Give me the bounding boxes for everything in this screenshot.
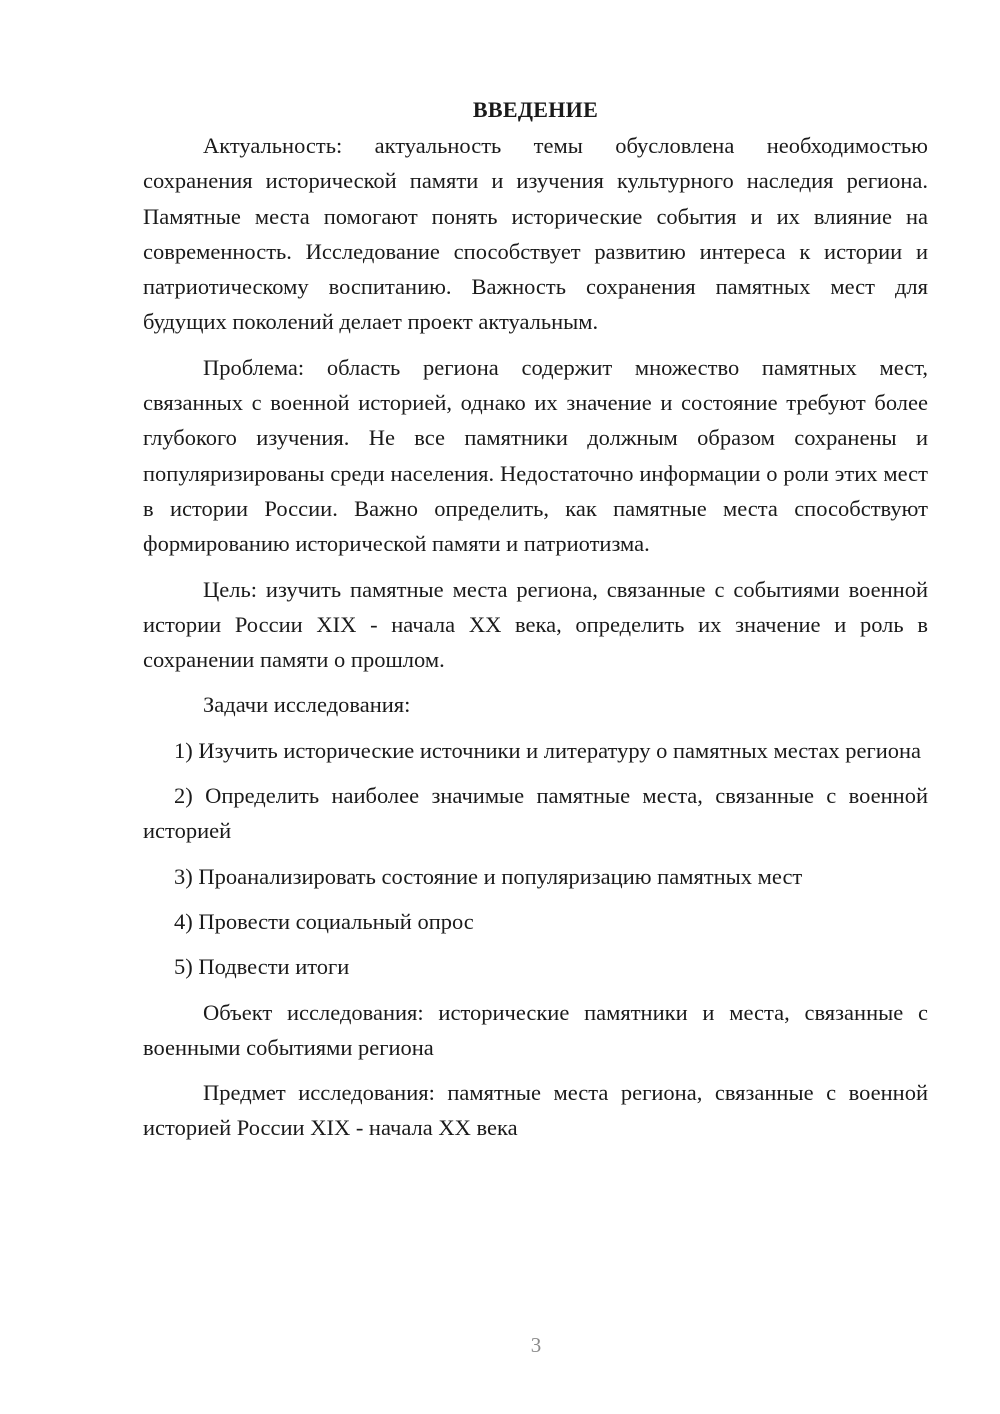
page-number: 3 bbox=[530, 1333, 542, 1357]
page-title: ВВЕДЕНИЕ bbox=[472, 97, 599, 122]
task-item: 1) Изучить исторические источники и литературу о памятных местах региона bbox=[174, 737, 922, 763]
task-item: 2) Определить наиболее значимые памятные места, связанные с военной историей bbox=[143, 783, 928, 844]
subject-paragraph: Предмет исследования: памятные места региона, связанные с военной историей России XIX - начала XX века bbox=[143, 1080, 928, 1141]
problem-paragraph: Проблема: область региона содержит множество памятных мест, связанных с военной историей, однако их значение и состояние требуют более глубокого изучения. Не все памятники должным образом сохранены и популяризированы среди населения. Недостаточно информации о роли этих мест в истории России. Важно определить, как памятные места способствуют формированию исторической памяти и патриотизма. bbox=[143, 354, 928, 557]
document-page bbox=[143, 94, 928, 1156]
task-item: 4) Провести социальный опрос bbox=[174, 908, 474, 934]
tasks-heading: Задачи исследования: bbox=[203, 692, 411, 718]
relevance-paragraph: Актуальность: актуальность темы обусловлена необходимостью сохранения исторической памяти и изучения культурного наследия региона. Памятные места помогают понять исторические события и их влияние на современность. Исследование способствует развитию интереса к истории и патриотическому воспитанию. Важность сохранения памятных мест для будущих поколений делает проект актуальным. bbox=[143, 133, 928, 335]
task-item: 5) Подвести итоги bbox=[174, 954, 350, 980]
object-paragraph: Объект исследования: исторические памятники и места, связанные с военными событиями региона bbox=[143, 999, 928, 1060]
goal-paragraph: Цель: изучить памятные места региона, связанные с событиями военной истории России XIX - начала XX века, определить их значение и роль в сохранении памяти о прошлом. bbox=[143, 576, 928, 673]
task-item: 3) Проанализировать состояние и популяризацию памятных мест bbox=[174, 863, 803, 889]
